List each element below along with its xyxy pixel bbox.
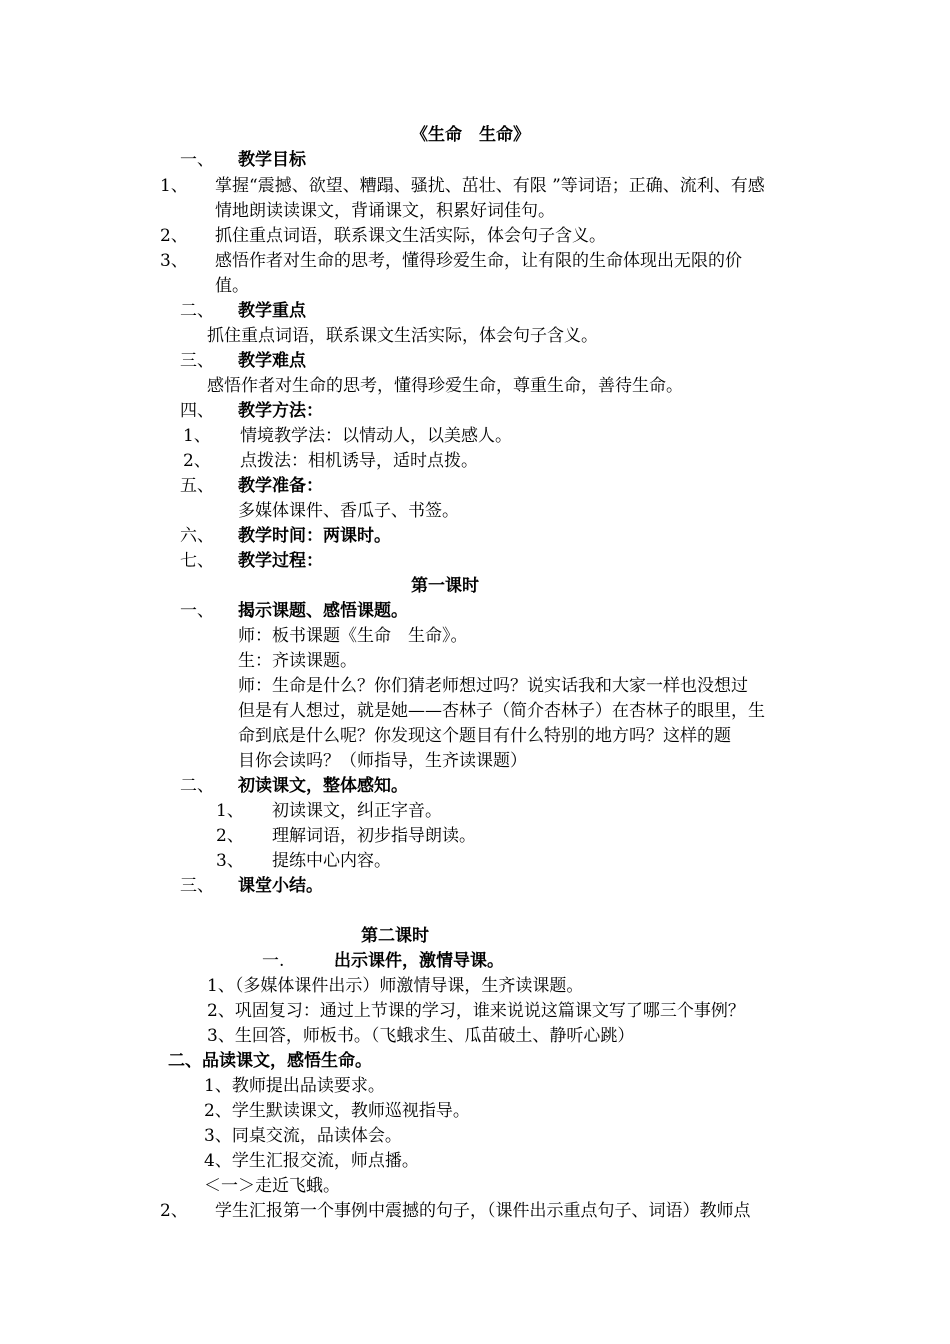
- step-number: 2、: [160, 1201, 188, 1221]
- lesson-one-heading: 第一课时: [411, 576, 479, 596]
- section-number: 三、: [180, 351, 214, 371]
- sub-step-text: 1、（多媒体课件出示）师激情导课，生齐读课题。: [207, 976, 584, 996]
- section-heading-process: 教学过程：: [238, 551, 323, 571]
- dialogue-line: 师：生命是什么？你们猜老师想过吗？说实话我和大家一样也没想过: [238, 676, 748, 696]
- goal-number: 2、: [160, 226, 188, 246]
- goal-number: 3、: [160, 251, 188, 271]
- step-number: 一、: [180, 601, 214, 621]
- section-number: 一、: [180, 150, 214, 170]
- sub-step-text: 2、学生默读课文，教师巡视指导。: [204, 1101, 470, 1121]
- section-body: 感悟作者对生命的思考，懂得珍爱生命，尊重生命，善待生命。: [207, 376, 683, 396]
- step-heading: 出示课件，激情导课。: [334, 951, 504, 971]
- sub-step-text: 提练中心内容。: [272, 851, 391, 871]
- dialogue-line: 目你会读吗？（师指导，生齐读课题）: [238, 751, 527, 771]
- step-number: 一.: [262, 951, 285, 971]
- document-title: 《生命 生命》: [411, 125, 530, 145]
- dialogue-line: 命到底是什么呢？你发现这个题目有什么特别的地方吗？这样的题: [238, 726, 731, 746]
- dialogue-line: 师：板书课题《生命 生命》。: [238, 626, 468, 646]
- dialogue-line: 生：齐读课题。: [238, 651, 357, 671]
- step-number: 二、: [180, 776, 214, 796]
- method-number: 2、: [183, 451, 211, 471]
- step-heading: 揭示课题、感悟课题。: [238, 601, 408, 621]
- section-heading-goals: 教学目标: [238, 150, 306, 170]
- sub-step-text: 2、巩固复习：通过上节课的学习，谁来说说这篇课文写了哪三个事例？: [207, 1001, 745, 1021]
- step-heading: 初读课文，整体感知。: [238, 776, 408, 796]
- section-number: 七、: [180, 551, 214, 571]
- sub-step-number: 3、: [216, 851, 244, 871]
- sub-step-text: 3、生回答，师板书。（飞蛾求生、瓜苗破土、静听心跳）: [207, 1026, 635, 1046]
- goal-text: 掌握“震撼、欲望、糟蹋、骚扰、茁壮、有限 ”等词语；正确、流利、有感: [215, 176, 765, 196]
- section-heading-preparation: 教学准备：: [238, 476, 323, 496]
- sub-step-text: 3、同桌交流，品读体会。: [204, 1126, 402, 1146]
- sub-step-text: 学生汇报第一个事例中震撼的句子，（课件出示重点句子、词语）教师点: [215, 1201, 751, 1221]
- method-number: 1、: [183, 426, 211, 446]
- goal-text: 情地朗读读课文，背诵课文，积累好词佳句。: [215, 201, 555, 221]
- sub-step-text: 初读课文，纠正字音。: [272, 801, 442, 821]
- goal-text: 抓住重点词语，联系课文生活实际，体会句子含义。: [215, 226, 606, 246]
- step-heading: 二、品读课文，感悟生命。: [168, 1051, 372, 1071]
- section-number: 六、: [180, 526, 214, 546]
- goal-number: 1、: [160, 176, 188, 196]
- section-body: 抓住重点词语，联系课文生活实际，体会句子含义。: [207, 326, 598, 346]
- goal-text: 感悟作者对生命的思考，懂得珍爱生命，让有限的生命体现出无限的价: [215, 251, 742, 271]
- section-heading-methods: 教学方法：: [238, 401, 323, 421]
- section-heading-key-points: 教学重点: [238, 301, 306, 321]
- dialogue-line: 但是有人想过，就是她——杏林子（简介杏林子）在杏林子的眼里，生: [238, 701, 765, 721]
- lesson-two-heading: 第二课时: [361, 926, 429, 946]
- goal-text: 值。: [215, 276, 249, 296]
- sub-step-text: ＜一＞走近飞蛾。: [204, 1176, 340, 1196]
- section-body: 多媒体课件、香瓜子、书签。: [238, 501, 459, 521]
- section-number: 四、: [180, 401, 214, 421]
- step-heading: 课堂小结。: [238, 876, 323, 896]
- section-heading-time: 教学时间：两课时。: [238, 526, 391, 546]
- sub-step-text: 4、学生汇报交流，师点播。: [204, 1151, 419, 1171]
- sub-step-text: 1、教师提出品读要求。: [204, 1076, 385, 1096]
- step-number: 三、: [180, 876, 214, 896]
- sub-step-number: 1、: [216, 801, 244, 821]
- sub-step-text: 理解词语，初步指导朗读。: [272, 826, 476, 846]
- section-heading-difficulties: 教学难点: [238, 351, 306, 371]
- section-number: 二、: [180, 301, 214, 321]
- section-number: 五、: [180, 476, 214, 496]
- method-text: 情境教学法：以情动人，以美感人。: [240, 426, 512, 446]
- sub-step-number: 2、: [216, 826, 244, 846]
- method-text: 点拨法：相机诱导，适时点拨。: [240, 451, 478, 471]
